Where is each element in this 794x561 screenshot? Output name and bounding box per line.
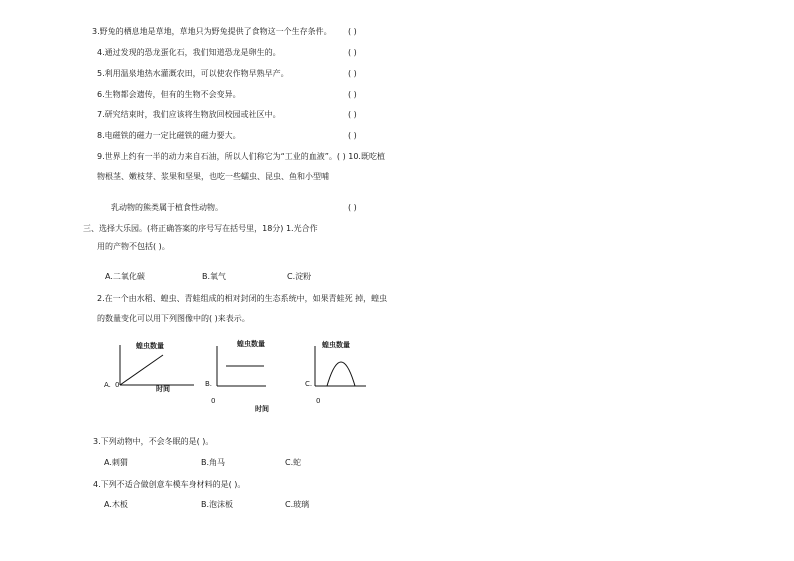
q1-option-b: B.氧气 (202, 272, 227, 281)
graph-b-origin: 0 (211, 397, 216, 405)
q2-line1: 2.在一个由水稻、蝗虫、青蛙组成的相对封闭的生态系统中，如果青蛙死 掉，蝗虫 (97, 294, 388, 303)
judgement-item-4: 4.通过发现的恐龙蛋化石，我们知道恐龙是卵生的。 (97, 48, 281, 57)
graph-a-curve (120, 355, 163, 385)
q4-option-b: B.泡沫板 (201, 500, 234, 509)
graph-c-ylabel: 蝗虫数量 (322, 341, 350, 349)
graph-a-xlabel: 时间 (156, 385, 170, 393)
answer-paren-5: ( ) (348, 69, 357, 78)
judgement-item-6: 6.生物都会遗传，但有的生物不会变异。 (97, 90, 241, 99)
q3-option-b: B.角马 (201, 458, 226, 467)
q4-line: 4.下列不适合做创意车模车身材料的是( )。 (93, 480, 246, 489)
judgement-item-9: 9.世界上约有一半的动力来自石油，所以人们称它为“工业的血液”。( ) 10.既吃植 (97, 152, 385, 161)
section3-heading: 三、选择大乐园。(将正确答案的序号写在括号里，18分) 1.光合作 (83, 224, 318, 233)
graph-b-axes (216, 342, 276, 392)
answer-paren-10: ( ) (348, 203, 357, 212)
graph-c-origin: 0 (316, 397, 321, 405)
graph-b-letter: B. (205, 380, 213, 388)
graph-c-curve (327, 362, 355, 386)
graph-b-xlabel: 时间 (255, 405, 269, 413)
judgement-item-5: 5.利用温泉地热水灌溉农田，可以使农作物早熟早产。 (97, 69, 289, 78)
q2-line2: 的数量变化可以用下列图像中的( )来表示。 (97, 314, 250, 323)
graph-a-origin: 0 (115, 381, 120, 389)
answer-paren-4: ( ) (348, 48, 357, 57)
graph-b-ylabel: 蝗虫数量 (237, 340, 265, 348)
q4-option-a: A.木板 (104, 500, 128, 509)
q3-option-c: C.蛇 (285, 458, 302, 467)
judgement-item-8: 8.电磁铁的磁力一定比磁铁的磁力要大。 (97, 131, 241, 140)
q3-line: 3.下列动物中，不会冬眠的是( )。 (93, 437, 214, 446)
answer-paren-8: ( ) (348, 131, 357, 140)
answer-paren-3: ( ) (348, 27, 357, 36)
answer-paren-7: ( ) (348, 110, 357, 119)
q4-option-c: C.玻璃 (285, 500, 310, 509)
q1-option-a: A.二氧化碳 (105, 272, 145, 281)
judgement-item-7: 7.研究结束时，我们应该将生物放回校园或社区中。 (97, 110, 281, 119)
judgement-item-10-line3: 乳动物的熊类属于植食性动物。 (111, 203, 223, 212)
answer-paren-6: ( ) (348, 90, 357, 99)
q1-line2: 用的产物不包括( )。 (97, 242, 170, 251)
judgement-item-10-line2: 物根茎、嫩枝芽、浆果和坚果，也吃一些蠕虫、昆虫、鱼和小型哺 (97, 172, 329, 181)
q1-option-c: C.淀粉 (287, 272, 312, 281)
graph-c-letter: C. (305, 380, 313, 388)
graph-a-ylabel: 蝗虫数量 (136, 342, 164, 350)
judgement-item-3: 3.野兔的栖息地是草地，草地只为野兔提供了食物这一个生存条件。 (92, 27, 332, 36)
graph-a-letter: A. (104, 381, 111, 389)
q3-option-a: A.刺猬 (104, 458, 128, 467)
